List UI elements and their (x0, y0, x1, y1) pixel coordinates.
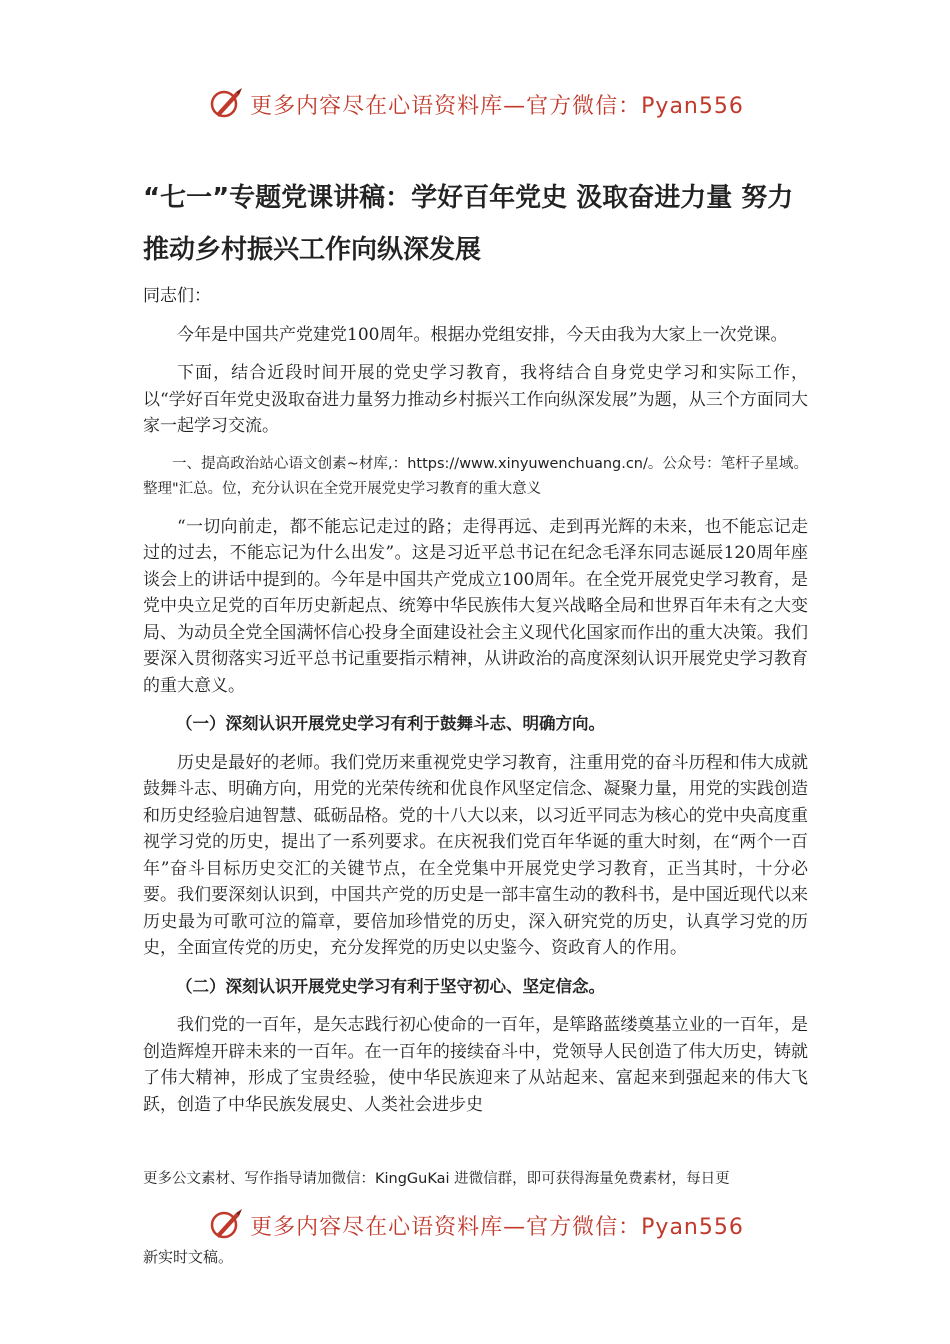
footer-tail: 新实时文稿。 (143, 1248, 234, 1266)
subheading-two: （二）深刻认识开展党史学习有利于坚守初心、坚定信念。 (176, 976, 605, 996)
greeting: 同志们： (143, 286, 211, 306)
footer-banner (0, 1205, 950, 1245)
banner-handle: Pyan556 (641, 1214, 744, 1240)
quill-logo-icon (206, 84, 246, 124)
article-body (143, 283, 808, 1130)
header-banner (0, 84, 950, 124)
paragraph: 下面，结合近段时间开展的党史学习教育，我将结合自身党史学习和实际工作，以“学好百年党史汲取奋进力量努力推动乡村振兴工作向纵深发展”为题，从三个方面同大家一起学习交流。 (143, 363, 808, 436)
paragraph: 我们党的一百年，是矢志践行初心使命的一百年，是筚路蓝缕奠基立业的一百年，是创造辉煌开辟未来的一百年。在一百年的接续奋斗中，党领导人民创造了伟大历史，铸就了伟大精神，形成了宝贵经验，使中华民族迎来了从站起来、富起来到强起来的伟大飞跃，创造了中华民族发展史、人类社会进步史 (143, 1015, 808, 1115)
footer-note: 更多公文素材、写作指导请加微信：KingGuKai 进微信群，即可获得海量免费素材，每日更 (143, 1171, 730, 1187)
section-heading-one: 一、提高政治站心语文创素~材库,：https://www.xinyuwenchuang.cn/。公众号：笔杆子星域。整理"汇总。位，充分认识在全党开展党史学习教育的重大意义 (143, 455, 808, 497)
paragraph: 历史是最好的老师。我们党历来重视党史学习教育，注重用党的奋斗历程和伟大成就鼓舞斗志、明确方向，用党的光荣传统和优良作风坚定信念、凝聚力量，用党的实践创造和历史经验启迪智慧、砥砺品格。党的十八大以来，以习近平同志为核心的党中央高度重视学习党的历史，提出了一系列要求。在庆祝我们党百年华诞的重大时刻，在“两个一百年”奋斗目标历史交汇的关键节点，在全党集中开展党史学习教育，正当其时，十分必要。我们要深刻认识到，中国共产党的历史是一部丰富生动的教科书，是中国近现代以来历史最为可歌可泣的篇章，要倍加珍惜党的历史，深入研究党的历史，认真学习党的历史，全面宣传党的历史，充分发挥党的历史以史鉴今、资政育人的作用。 (143, 752, 808, 958)
page-title: “七一”专题党课讲稿：学好百年党史 汲取奋进力量 努力推动乡村振兴工作向纵深发展 (143, 183, 794, 265)
banner-handle: Pyan556 (641, 93, 744, 119)
banner-text: 更多内容尽在心语资料库—官方微信：Pyan556 (250, 93, 744, 119)
banner-text: 更多内容尽在心语资料库—官方微信：Pyan556 (250, 1214, 744, 1240)
subheading-one: （一）深刻认识开展党史学习有利于鼓舞斗志、明确方向。 (176, 714, 605, 733)
paragraph: “一切向前走，都不能忘记走过的路；走得再远、走到再光辉的未来，也不能忘记走过的过去，不能忘记为什么出发”。这是习近平总书记在纪念毛泽东同志诞辰120周年座谈会上的讲话中提到的。今年是中国共产党成立100周年。在全党开展党史学习教育，是党中央立足党的百年历史新起点、统筹中华民族伟大复兴战略全局和世界百年未有之大变局、为动员全党全国满怀信心投身全面建设社会主义现代化国家而作出的重大决策。我们要深入贯彻落实习近平总书记重要指示精神，从讲政治的高度深刻认识开展党史学习教育的重大意义。 (143, 516, 808, 696)
paragraph: 今年是中国共产党建党100周年。根据办党组安排，今天由我为大家上一次党课。 (177, 324, 788, 345)
quill-logo-icon (206, 1205, 246, 1245)
